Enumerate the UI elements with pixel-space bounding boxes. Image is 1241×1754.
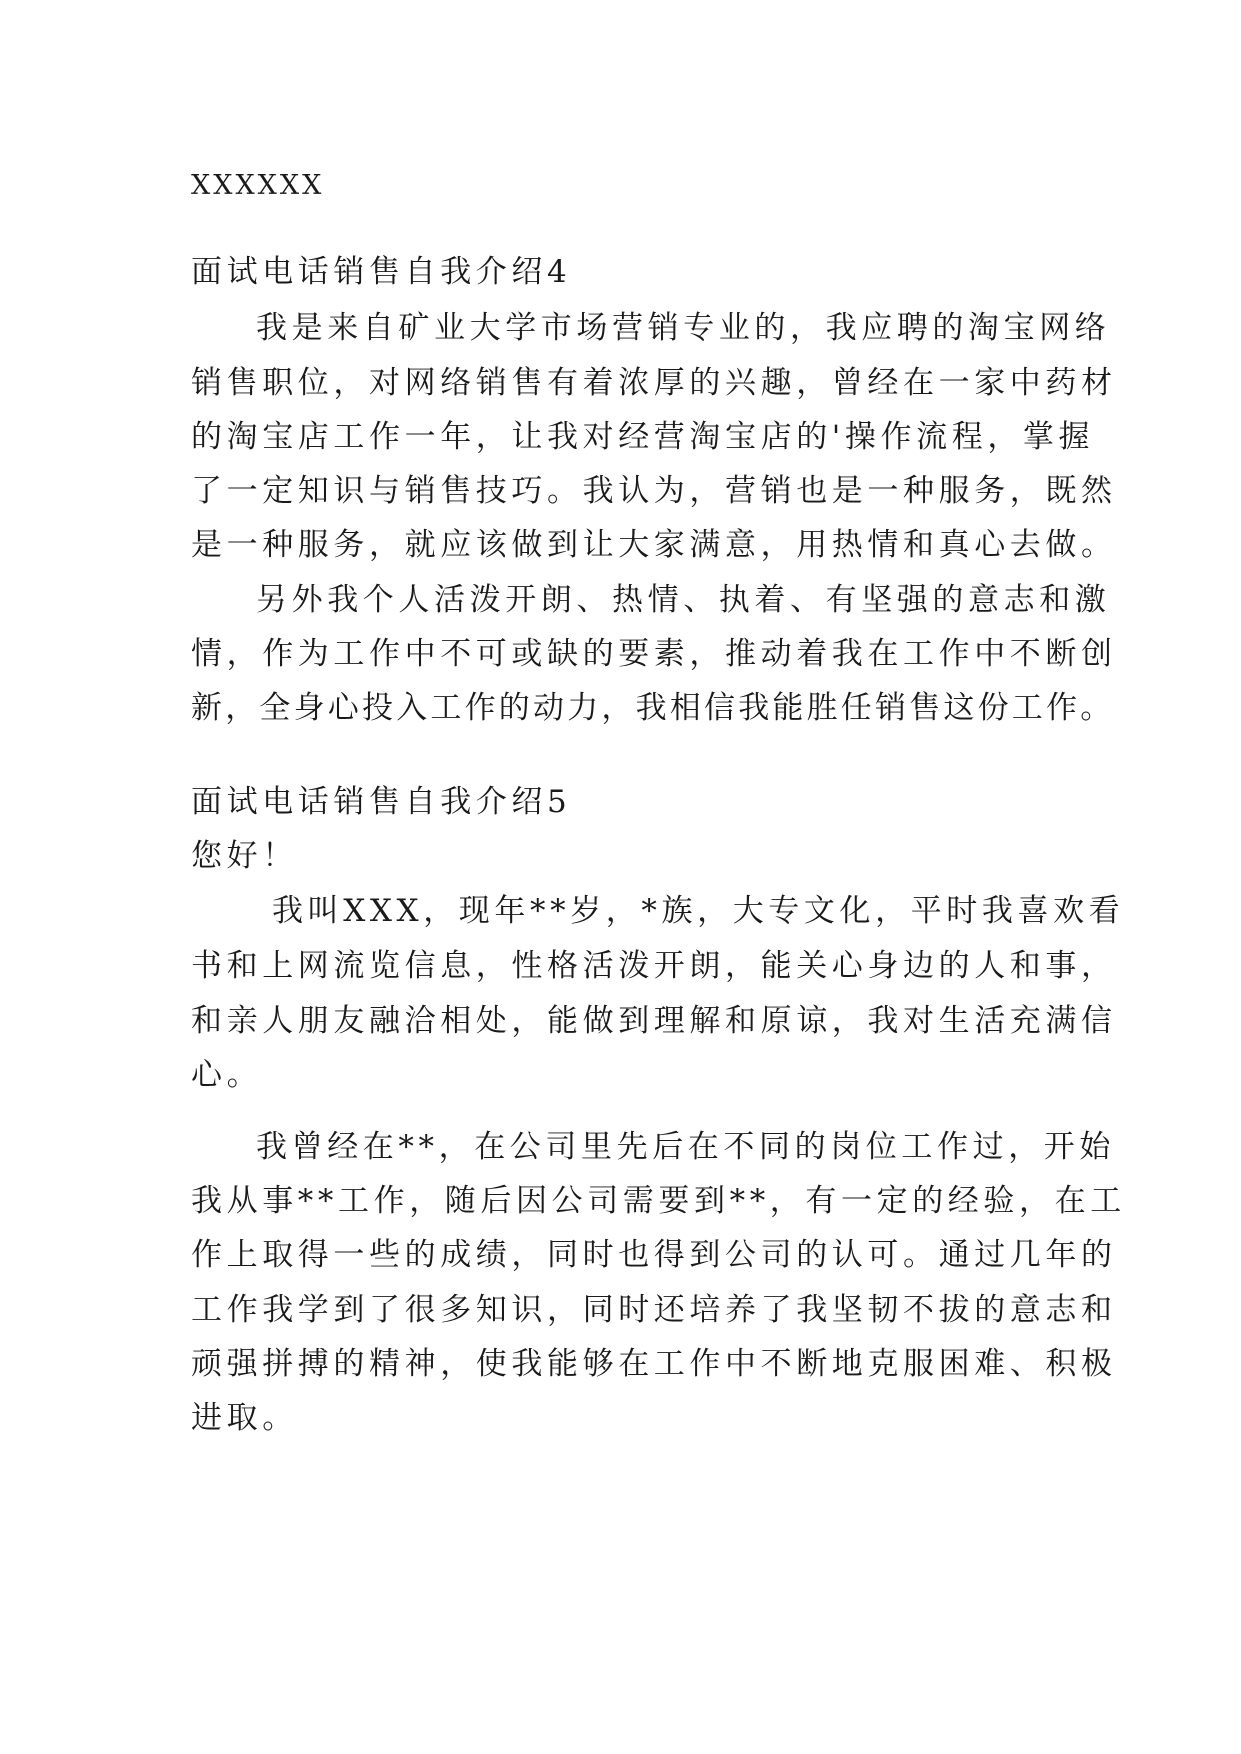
section-title-5: 面试电话销售自我介绍5 (191, 784, 572, 820)
paragraph-line: 另外我个人活泼开朗、热情、执着、有坚强的意志和激 (256, 582, 1111, 618)
paragraph-line: 我是来自矿业大学市场营销专业的，我应聘的淘宝网络 (256, 310, 1111, 346)
paragraph-line: 销售职位，对网络销售有着浓厚的兴趣，曾经在一家中药材 (191, 365, 1117, 401)
paragraph-line: 了一定知识与销售技巧。我认为，营销也是一种服务，既然 (191, 473, 1117, 509)
paragraph-line: 书和上网流览信息，性格活泼开朗，能关心身边的人和事， (191, 948, 1117, 984)
paragraph-line: 我从事**工作，随后因公司需要到**，有一定的经验，在工 (191, 1183, 1126, 1219)
paragraph-line: 新，全身心投入工作的动力，我相信我能胜任销售这份工作。 (191, 690, 1115, 726)
page-header: XXXXXX (191, 170, 325, 201)
paragraph-line: 心。 (191, 1057, 263, 1093)
greeting: 您好！ (191, 838, 298, 874)
paragraph-line: 作上取得一些的成绩，同时也得到公司的认可。通过几年的 (191, 1237, 1117, 1273)
paragraph-line: 和亲人朋友融洽相处，能做到理解和原谅，我对生活充满信 (191, 1003, 1117, 1039)
paragraph-line: 进取。 (191, 1400, 298, 1436)
section-title-4: 面试电话销售自我介绍4 (191, 254, 572, 290)
paragraph-line: 工作我学到了很多知识，同时还培养了我坚韧不拔的意志和 (191, 1292, 1117, 1328)
paragraph-line: 是一种服务，就应该做到让大家满意，用热情和真心去做。 (191, 527, 1117, 563)
paragraph-line: 情，作为工作中不可或缺的要素，推动着我在工作中不断创 (191, 636, 1117, 672)
paragraph-line: 顽强拼搏的精神，使我能够在工作中不断地克服困难、积极 (191, 1346, 1117, 1382)
paragraph-line: 的淘宝店工作一年，让我对经营淘宝店的'操作流程，掌握 (191, 419, 1095, 455)
paragraph-line: 我叫XXX，现年**岁，*族，大专文化，平时我喜欢看 (272, 893, 1125, 929)
paragraph-line: 我曾经在**，在公司里先后在不同的岗位工作过，开始 (256, 1129, 1115, 1165)
